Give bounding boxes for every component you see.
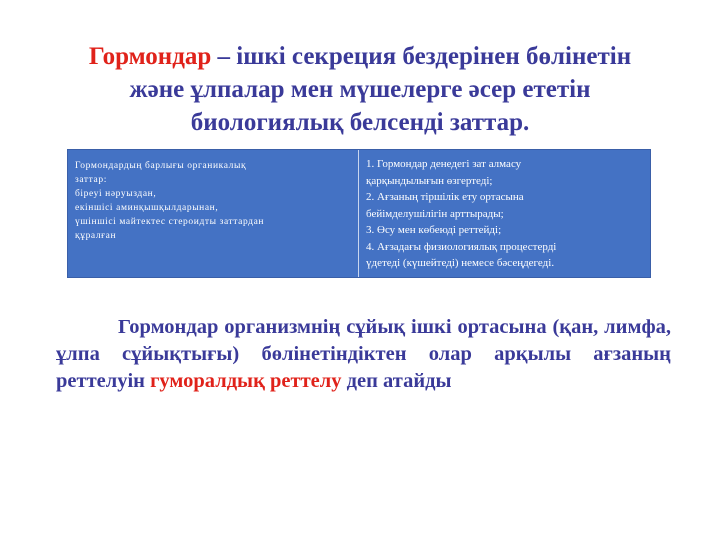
- function-line: 1. Гормондар денедегі зат алмасу: [366, 158, 522, 170]
- paragraph-ending: деп атайды: [341, 370, 452, 392]
- paragraph-text: Гормондар организмнің сұйық ішкі ортасына (қан, лимфа, ұлпа сұйықтығы) бөлінетіндіктен олар арқылы ағзаның реттелуін: [56, 316, 671, 392]
- title-definition-line3: биологиялық белсенді заттар.: [190, 109, 530, 136]
- body-paragraph: [56, 314, 671, 395]
- composition-line: құралған: [75, 231, 117, 241]
- function-line: 4. Ағзадағы физиологиялық процестерді: [366, 240, 557, 253]
- composition-line: екіншісі аминқышқылдарынан,: [75, 203, 219, 213]
- composition-line: заттар:: [75, 175, 107, 185]
- title-definition-line1: – ішкі секреция бездерінен бөлінетін: [211, 43, 632, 70]
- composition-cell: [68, 150, 359, 277]
- function-line: қарқындылығын өзгертеді;: [366, 174, 493, 187]
- function-line: бейімделушілігін арттырады;: [366, 207, 504, 220]
- slide-title: [40, 40, 680, 139]
- functions-cell: [359, 150, 650, 277]
- function-line: үдетеді (күшейтеді) немесе бәсеңдегеді.: [366, 257, 555, 269]
- title-definition-line2: және ұлпалар мен мүшелерге әсер ететін: [129, 76, 591, 103]
- title-term: Гормондар: [88, 43, 212, 70]
- composition-line: Гормондардың барлығы органикалық: [75, 161, 247, 171]
- function-line: 3. Өсу мен көбеюді реттейді;: [366, 224, 502, 236]
- paragraph-highlight: гуморалдық реттелу: [150, 370, 342, 392]
- function-line: 2. Ағзаның тіршілік ету ортасына: [366, 191, 524, 203]
- composition-line: біреуі нәруыздан,: [75, 189, 157, 199]
- info-table: [67, 149, 651, 278]
- composition-line: үшіншісі майтектес стероидты заттардан: [75, 217, 265, 227]
